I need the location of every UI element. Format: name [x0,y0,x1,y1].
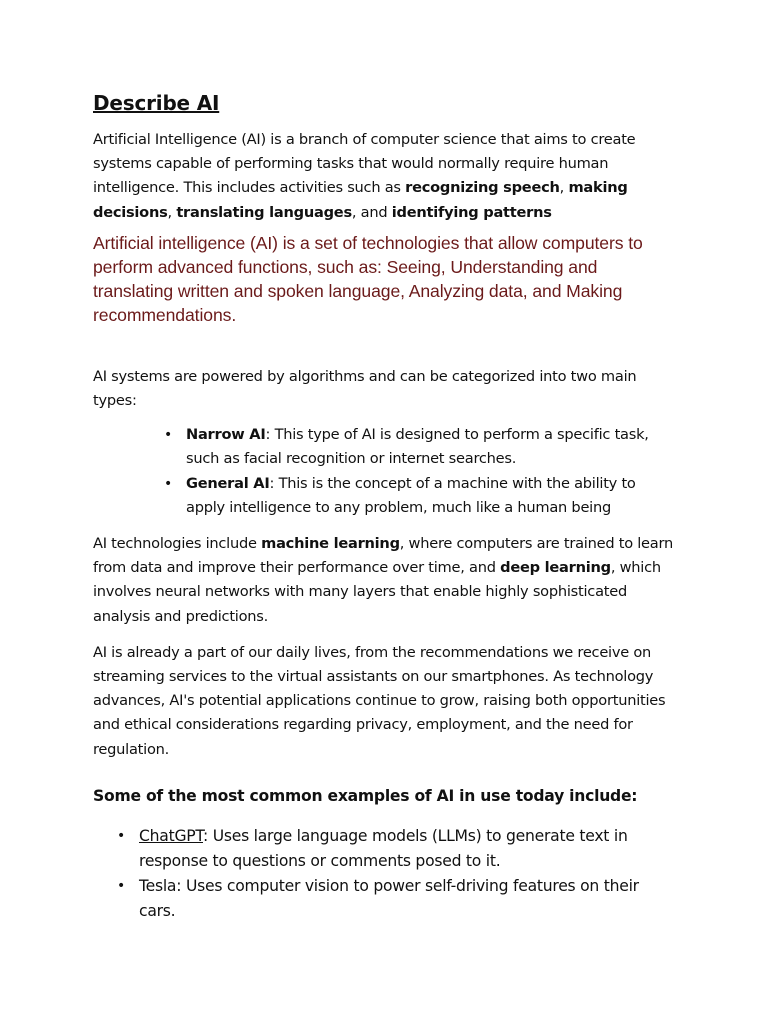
intro-text-4: , and [351,203,392,221]
intro-bold-4: identifying patterns [391,203,552,221]
bullet-icon: • [117,827,126,844]
example-description: : Uses computer vision to power self-driving features on their cars. [139,876,639,920]
daily-life-paragraph: AI is already a part of our daily lives, from the recommendations we receive on streaming services to the virtual assistants on our smartphones. As technology advances, AI's potential applications continue to grow, raising both opportunities and ethical considerations regarding privacy, employment, and the need for regulation. [93,643,666,758]
intro-text-3: , [167,203,177,221]
tech-bold-1: machine learning [261,535,400,553]
list-item [164,423,678,471]
types-intro-paragraph: AI systems are powered by algorithms and can be categorized into two main types: [93,367,637,410]
tech-text-2: , where computers are trained to learn from data and improve their performance over time, and [93,535,673,577]
document-page [93,88,678,924]
tech-text-1: AI technologies include [93,535,262,553]
bullet-icon: • [117,877,126,894]
intro-text-1: Artificial Intelligence (AI) is a branch of computer science that aims to create systems capable of performing tasks that would normally require human intelligence. This includes activities such as [93,131,636,197]
bullet-icon: • [164,427,173,444]
ai-types-list [93,423,678,520]
type-name: Narrow AI [186,426,266,444]
examples-list [93,824,678,924]
intro-bold-3: translating languages [176,203,352,221]
list-item [117,824,678,874]
tech-bold-2: deep learning [500,559,611,577]
example-name: Tesla [139,876,177,895]
tech-text-3: , which involves neural networks with many layers that enable highly sophisticated analysis and predictions. [93,559,661,625]
technologies-paragraph [93,532,678,629]
chatgpt-link[interactable]: ChatGPT [139,826,203,845]
page-title: Describe AI [93,91,220,115]
intro-paragraph [93,128,678,225]
type-name: General AI [186,474,270,492]
intro-bold-1: recognizing speech [405,179,560,197]
list-item [164,472,678,520]
example-description: : Uses large language models (LLMs) to generate text in response to questions or comments posed to it. [139,826,628,870]
list-item [117,874,678,924]
bullet-icon: • [164,475,173,492]
intro-bold-2: making decisions [93,179,628,221]
examples-heading: Some of the most common examples of AI in use today include: [93,786,638,805]
definition-paragraph: Artificial intelligence (AI) is a set of technologies that allow computers to perform advanced functions, such as: Seeing, Understanding and translating written and spoken language, Analyzing data, and Making recommendations. [93,232,643,325]
type-description: : This type of AI is designed to perform a specific task, such as facial recognition or internet searches. [186,426,649,468]
intro-text-2: , [559,179,569,197]
type-description: : This is the concept of a machine with the ability to apply intelligence to any problem, much like a human being [186,474,636,516]
